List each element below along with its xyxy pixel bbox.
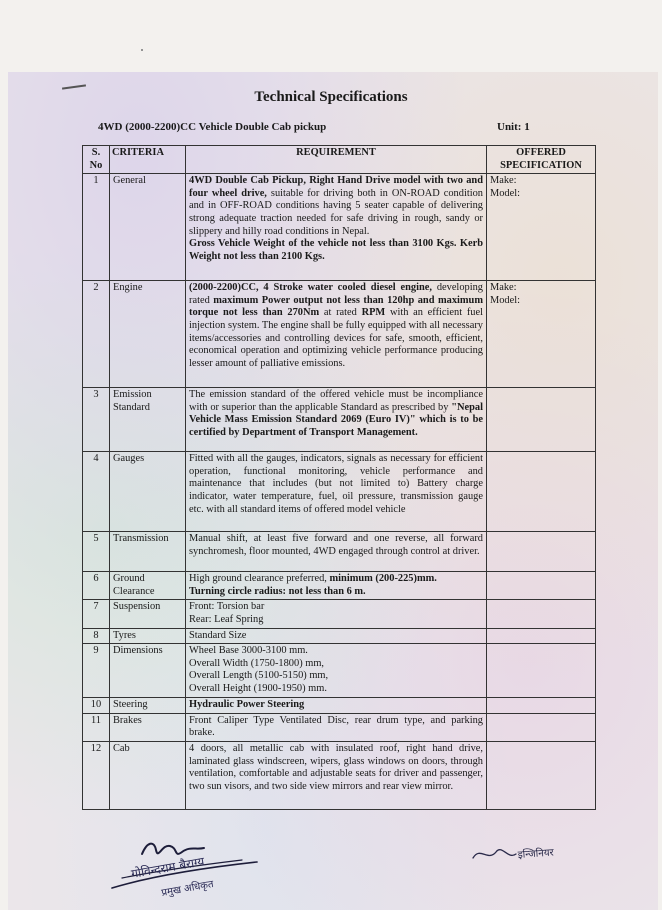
table-header-row [83, 146, 596, 174]
row-number: 7 [83, 600, 110, 628]
row-offered: Make: Model: [487, 174, 596, 281]
table-row [83, 628, 596, 644]
table-row [83, 600, 596, 628]
row-criteria: General [110, 174, 186, 281]
table-row [83, 713, 596, 741]
stamp-name: गोविन्दराम बैराग्य [130, 854, 206, 881]
row-criteria: Ground Clearance [110, 572, 186, 600]
row-criteria: Transmission [110, 532, 186, 572]
header-offered: OFFERED SPECIFICATION [487, 146, 596, 174]
row-criteria: Suspension [110, 600, 186, 628]
row-requirement: Fitted with all the gauges, indicators, signals as necessary for efficient operation, functional monitoring, vehicle performance and maintenance that includes (but not limited to) Battery charge indicator, water temperature, fuel, oil pressure, transmission gauge etc. with all standard items of offered model vehicle [186, 452, 487, 532]
table-row [83, 532, 596, 572]
row-criteria: Emission Standard [110, 388, 186, 452]
row-criteria: Dimensions [110, 644, 186, 698]
row-requirement: 4 doors, all metallic cab with insulated roof, right hand drive, laminated glass windscreen, wipers, glass windows on doors, through ventilation, comfortable and adjustable seats for driver and passenger, two sun visors, and two side view mirrors and rear view mirror. [186, 741, 487, 809]
row-number: 9 [83, 644, 110, 698]
row-criteria: Engine [110, 281, 186, 388]
row-requirement: High ground clearance preferred, minimum (200-225)mm. Turning circle radius: not less than 6 m. [186, 572, 487, 600]
row-offered [487, 452, 596, 532]
table-row [83, 388, 596, 452]
row-number: 1 [83, 174, 110, 281]
header-sn: S. No [83, 146, 110, 174]
row-number: 3 [83, 388, 110, 452]
scan-dot [141, 49, 143, 51]
row-requirement: Front Caliper Type Ventilated Disc, rear drum type, and parking brake. [186, 713, 487, 741]
table-row [83, 174, 596, 281]
row-number: 6 [83, 572, 110, 600]
row-number: 12 [83, 741, 110, 809]
table-row [83, 698, 596, 714]
row-requirement: Hydraulic Power Steering [186, 698, 487, 714]
row-requirement: Manual shift, at least five forward and one reverse, all forward synchromesh, floor mounted, 4WD engaged through control at driver. [186, 532, 487, 572]
header-requirement: REQUIREMENT [186, 146, 487, 174]
row-number: 11 [83, 713, 110, 741]
table-row [83, 741, 596, 809]
row-offered [487, 600, 596, 628]
unit-label: Unit: 1 [497, 121, 530, 133]
row-requirement: Front: Torsion bar Rear: Leaf Spring [186, 600, 487, 628]
header-criteria: CRITERIA [110, 146, 186, 174]
document-subtitle: 4WD (2000-2200)CC Vehicle Double Cab pickup [98, 121, 327, 133]
row-number: 5 [83, 532, 110, 572]
row-offered [487, 713, 596, 741]
table-row [83, 281, 596, 388]
row-offered [487, 698, 596, 714]
row-requirement: Wheel Base 3000-3100 mm. Overall Width (1750-1800) mm, Overall Length (5100-5150) mm, Overall Height (1900-1950) mm. [186, 644, 487, 698]
row-offered [487, 572, 596, 600]
left-signature-stamp [92, 832, 267, 910]
row-criteria: Cab [110, 741, 186, 809]
row-offered [487, 388, 596, 452]
row-offered [487, 741, 596, 809]
row-requirement: Standard Size [186, 628, 487, 644]
row-number: 8 [83, 628, 110, 644]
row-offered [487, 644, 596, 698]
row-offered [487, 628, 596, 644]
row-requirement: (2000-2200)CC, 4 Stroke water cooled diesel engine, developing rated maximum Power output not less than 120hp and maximum torque not less than 270Nm at rated RPM with an efficient fuel injection system. The engine shall be fully equipped with all necessary items/accessories and controlling devices for safe, smooth, efficient, economical operation and optimizing vehicle performance producing lesser amount of palliative emissions. [186, 281, 487, 388]
row-criteria: Steering [110, 698, 186, 714]
right-signature [468, 838, 618, 868]
row-criteria: Brakes [110, 713, 186, 741]
row-requirement: The emission standard of the offered vehicle must be incompliance with or superior than the applicable Standard as prescribed by "Nepal Vehicle Mass Emission Standard 2069 (Euro IV)" which is to be certified by Department of Transport Management. [186, 388, 487, 452]
table-row [83, 452, 596, 532]
stamp-title: प्रमुख अधिकृत [160, 878, 215, 899]
right-signature-text: इन्जिनियर [517, 847, 555, 861]
row-offered [487, 532, 596, 572]
row-requirement: 4WD Double Cab Pickup, Right Hand Drive model with two and four wheel drive, suitable for driving both in ON-ROAD condition and in OFF-ROAD conditions having 5 seater capable of delivering strong adequate traction needed for safe driving in rough, sandy or slippery and hilly road conditions in Nepal. Gross Vehicle Weight of the vehicle not less than 3100 Kgs. Kerb Weight not less than 2100 Kgs. [186, 174, 487, 281]
row-criteria: Tyres [110, 628, 186, 644]
table-row [83, 644, 596, 698]
document-title: Technical Specifications [254, 89, 408, 105]
row-offered: Make: Model: [487, 281, 596, 388]
row-number: 2 [83, 281, 110, 388]
row-number: 10 [83, 698, 110, 714]
row-number: 4 [83, 452, 110, 532]
table-row [83, 572, 596, 600]
row-criteria: Gauges [110, 452, 186, 532]
specifications-table [82, 145, 596, 810]
